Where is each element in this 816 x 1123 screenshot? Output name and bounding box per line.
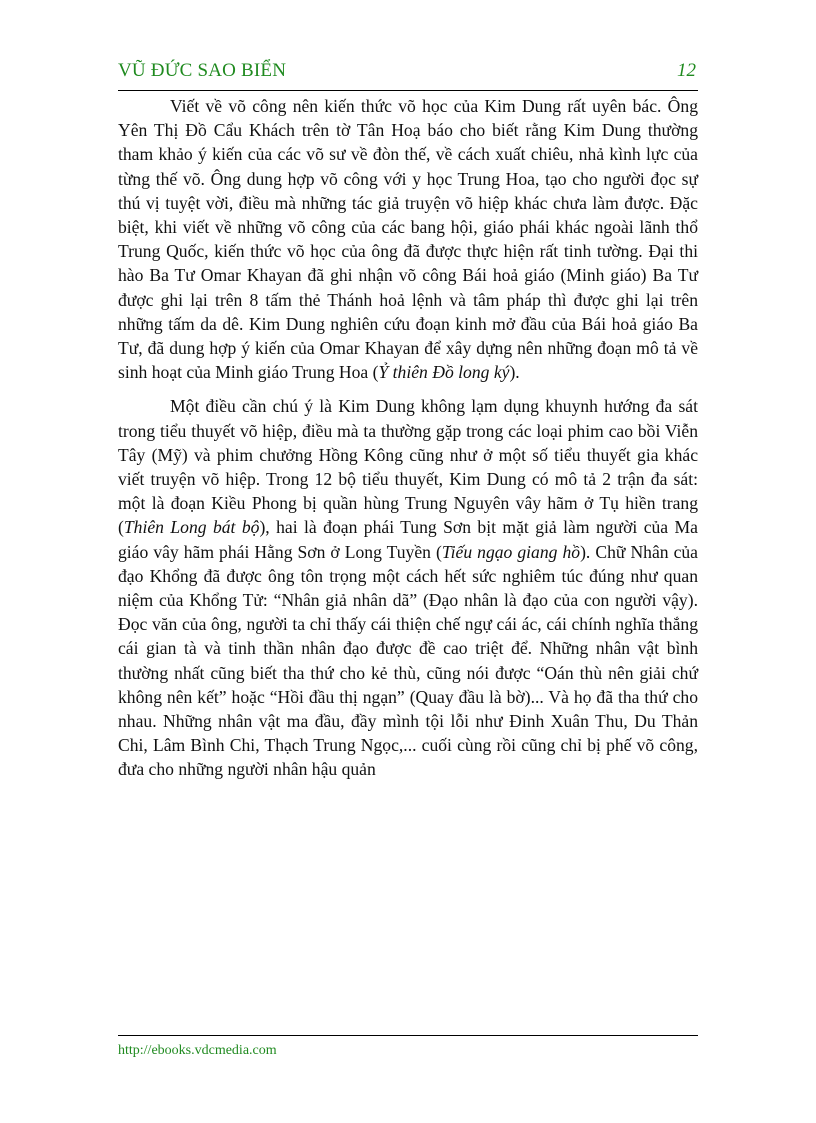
header-divider xyxy=(118,90,698,91)
paragraph-2-text-mid: ), hai là đoạn phái Tung Sơn bịt mặt giả làm người của Ma giáo vây hãm phái Hằng Sơn ở Long Tuyền ( xyxy=(118,517,698,562)
page-number: 12 xyxy=(677,60,696,81)
footer-divider xyxy=(118,1035,698,1036)
paragraph-2-text: Một điều cần chú ý là Kim Dung không lạm dụng khuynh hướng đa sát trong tiểu thuyết võ hiệp, điều mà ta thường gặp trong các loại phim cao bồi Viễn Tây (Mỹ) và phim chưởng Hồng Kông cũng như ở một số tiểu thuyết gia khác viết truyện võ hiệp. Trong 12 bộ tiểu thuyết, Kim Dung có mô tả 2 trận đa sát: một là đoạn Kiều Phong bị quần hùng Trung Nguyên vây hãm ở Tụ hiền trang ( xyxy=(118,396,698,538)
paragraph-1-text-end: ). xyxy=(509,362,520,383)
body-text xyxy=(118,94,698,792)
running-title: VŨ ĐỨC SAO BIỂN xyxy=(118,60,287,81)
footer-link[interactable]: http://ebooks.vdcmedia.com xyxy=(118,1043,277,1058)
paragraph-1 xyxy=(118,94,698,384)
page-header xyxy=(118,58,698,88)
book-title-tieu-ngao-giang-ho: Tiếu ngạo giang hồ xyxy=(441,541,581,562)
paragraph-2-text-end: ). Chữ Nhân của đạo Khổng đã được ông tôn trọng một cách hết sức nghiêm túc đúng như quan niệm của Khổng Tử: “Nhân giả nhân dã” (Đạo nhân là đạo của con người vậy). Đọc văn của ông, người ta chỉ thấy cái thiện chế ngự cái ác, cái chính nghĩa thắng cái gian tà và tinh thần nhân đạo được đề cao triệt để. Những nhân vật bình thường nhất cũng biết tha thứ cho kẻ thù, cũng nói được “Oán thù nên giải chứ không nên kết” hoặc “Hồi đầu thị ngạn” (Quay đầu là bờ)... Và họ đã tha thứ cho nhau. Những nhân vật ma đầu, đầy mình tội lỗi như Đinh Xuân Thu, Du Thản Chi, Lâm Bình Chi, Thạch Trung Ngọc,... cuối cùng rồi cũng chỉ bị phế võ công, đưa cho những người nhân hậu quản xyxy=(118,541,698,780)
paragraph-1-text: Viết về võ công nên kiến thức võ học của Kim Dung rất uyên bác. Ông Yên Thị Đồ Cẩu Khách trên tờ Tân Hoạ báo cho biết rằng Kim Dung thường tham khảo ý kiến của các võ sư về đòn thế, về cách xuất chiêu, nhả kình lực của từng thế võ. Ông dung hợp võ công với y học Trung Hoa, tạo cho người đọc sự thú vị tuyệt vời, điều mà những tác giả truyện võ hiệp khác chưa làm được. Đặc biệt, khi viết về những võ công của các bang hội, giáo phái khác ngoài lãnh thổ Trung Quốc, kiến thức võ học của ông đã được thực hiện rất tinh tường. Đại thi hào Ba Tư Omar Khayan đã ghi nhận võ công Bái hoả giáo (Minh giáo) Ba Tư được ghi lại trên 8 tấm thẻ Thánh hoả lệnh và tâm pháp thì được ghi lại trên những tấm da dê. Kim Dung nghiên cứu đoạn kinh mở đầu của Bái hoả giáo Ba Tư, đã dung hợp ý kiến của Omar Khayan để xây dựng nên những đoạn mô tả về sinh hoạt của Minh giáo Trung Hoa ( xyxy=(118,96,698,383)
book-title-y-thien-do-long-ky: Ỷ thiên Đồ long ký xyxy=(378,362,510,383)
book-title-thien-long-bat-bo: Thiên Long bát bộ xyxy=(123,517,260,538)
paragraph-2 xyxy=(118,394,698,781)
